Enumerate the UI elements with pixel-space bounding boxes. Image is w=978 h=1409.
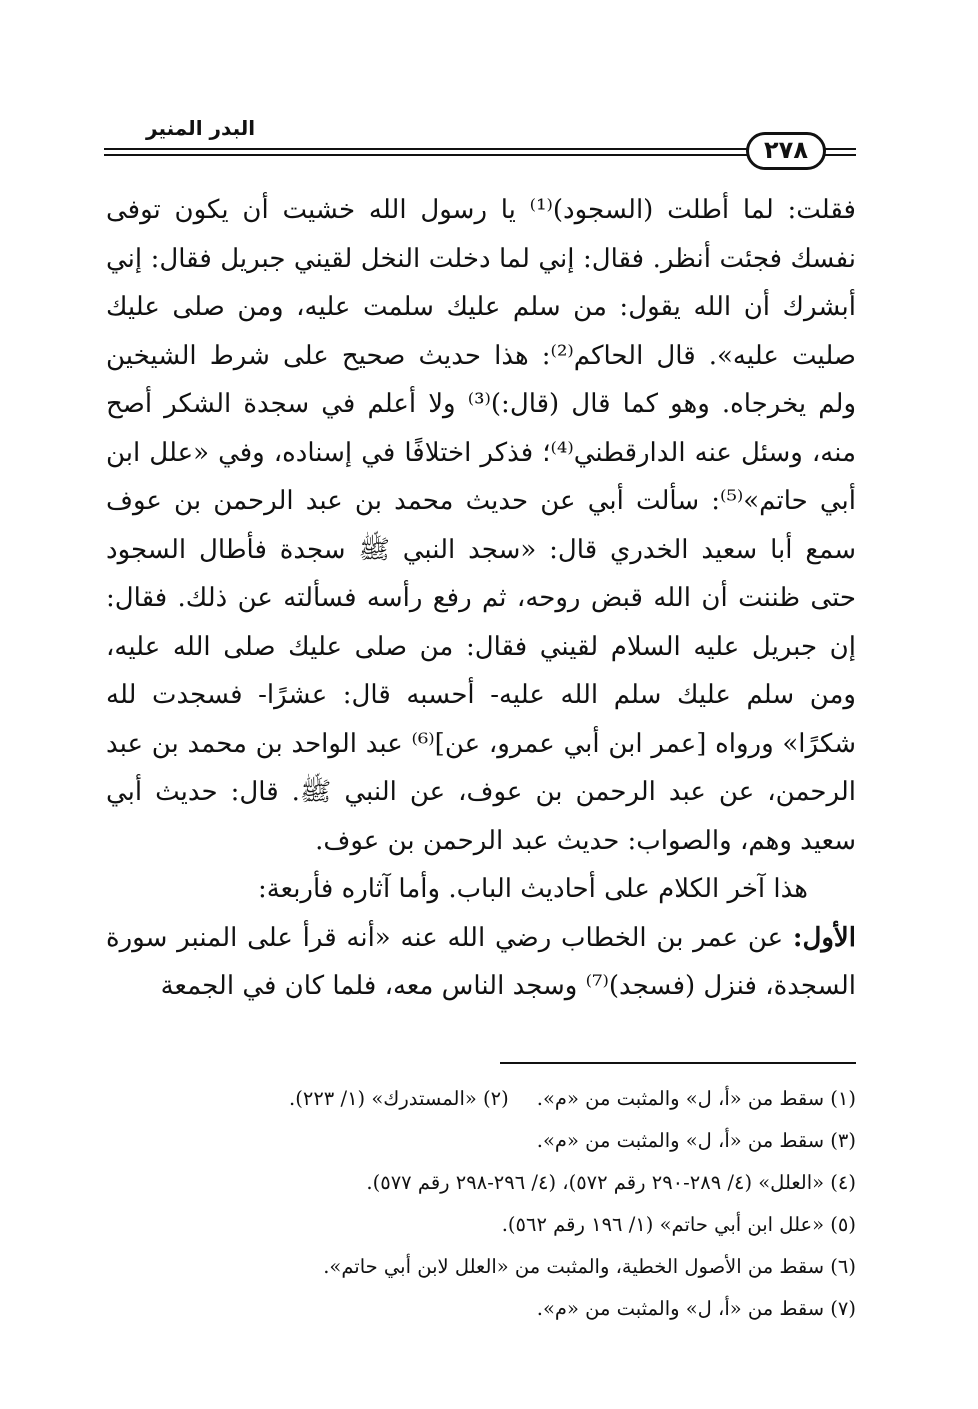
footnote-4: (٤) «العلل» (٤/ ٢٨٩-٢٩٠ رقم ٥٧٢)، (٤/ ٢٩٦-٢٩٨ رقم ٥٧٧). xyxy=(366,1171,856,1194)
footnote-2: (٢) «المستدرك» (١/ ٢٢٣). xyxy=(289,1087,509,1110)
footnote-3: (٣) سقط من «أ، ل» والمثبت من «م». xyxy=(536,1129,856,1152)
paragraph-text: عن عمر بن الخطاب رضي الله عنه «أنه قرأ على المنبر سورة السجدة، فنزل (فسجد)⁽⁷⁾ وسجد الناس معه، فلما كان في الجمعة xyxy=(106,922,856,1001)
paragraph: فقلت: لما أطلت (السجود)⁽¹⁾ يا رسول الله خشيت أن يكون توفى نفسك فجئت أنظر. فقال: إني لما دخلت النخل لقيني جبريل فقال: إني أبشرك أن الله يقول: من سلم عليك سلمت عليه، ومن صلى عليك صليت عليه». قال الحاكم⁽²⁾: هذا حديث صحيح على شرط الشيخين ولم يخرجاه. وهو كما قال (قال:)⁽³⁾ ولا أعلم في سجدة الشكر أصح منه، وسئل عنه الدارقطني⁽⁴⁾؛ فذكر اختلافًا في إسناده، وفي «علل ابن أبي حاتم»⁽⁵⁾: سألت أبي عن حديث محمد بن عبد الرحمن بن عوف سمع أبا سعيد الخدري قال: «سجد النبي ﷺ سجدة فأطال السجود حتى ظننت أن الله قبض روحه، ثم رفع رأسه فسألته عن ذلك. فقال: إن جبريل عليه السلام لقيني فقال: من صلى عليك صلى الله عليه، ومن سلم عليك سلم الله عليه- أحسبه قال: عشرًا- فسجدت لله شكرًا» ورواه [عمر ابن أبي عمرو، عن]⁽⁶⁾ عبد الواحد بن محمد بن عبد الرحمن، عن عبد الرحمن بن عوف، عن النبي ﷺ. قال: حديث أبي سعيد وهم، والصواب: حديث عبد الرحمن بن عوف. xyxy=(106,195,857,856)
paragraph xyxy=(106,914,856,1011)
paragraph-lead: الأول: xyxy=(792,922,856,953)
page-number: ٢٧٨ xyxy=(746,132,826,170)
footnote-7: (٧) سقط من «أ، ل» والمثبت من «م». xyxy=(536,1297,856,1320)
footnote-separator xyxy=(500,1062,856,1064)
footnote-line xyxy=(106,1078,856,1120)
footnote-1: (١) سقط من «أ، ل» والمثبت من «م». xyxy=(536,1087,856,1110)
main-text xyxy=(106,186,856,1011)
footnote-6: (٦) سقط من الأصول الخطية، والمثبت من «العلل لابن أبي حاتم». xyxy=(323,1255,856,1278)
running-title: البدر المنير xyxy=(140,116,261,140)
header-rule xyxy=(104,148,856,150)
footnote-5: (٥) «علل ابن أبي حاتم» (١/ ١٩٦ رقم ٥٦٢). xyxy=(501,1213,856,1236)
page-header xyxy=(104,116,856,164)
paragraph: هذا آخر الكلام على أحاديث الباب. وأما آثاره فأربعة: xyxy=(257,874,808,904)
footnotes xyxy=(106,1078,856,1330)
header-rule xyxy=(104,154,856,156)
